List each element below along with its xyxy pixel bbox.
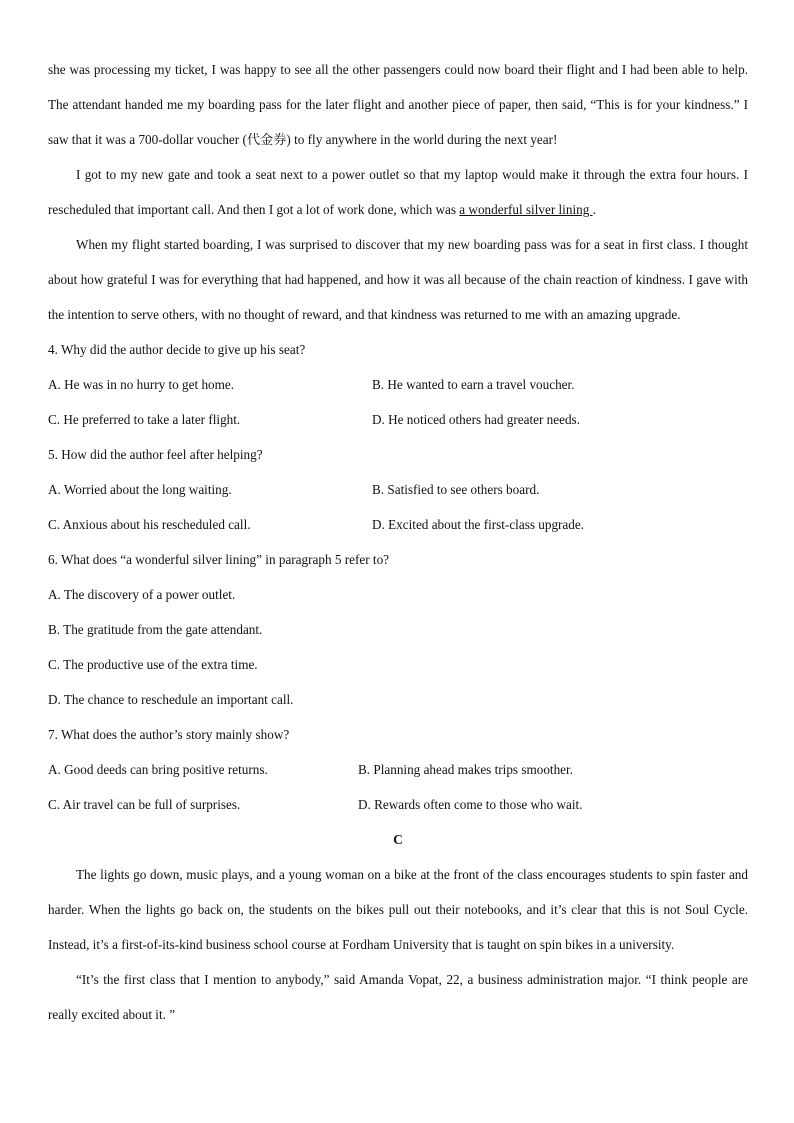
section-c-title: C <box>393 832 403 847</box>
question-5-option-b: B. Satisfied to see others board. <box>372 482 540 497</box>
section-c-paragraph-1: The lights go down, music plays, and a young woman on a bike at the front of the class encourages students to spin faster and harder. When the lights go back on, the students on the bikes pull out their notebooks, and it’s clear that this is not Soul Cycle. Instead, it’s a first-of-its-kind business school course at Fordham University that is taught on spin bikes in a university. <box>48 867 748 952</box>
question-4-option-b: B. He wanted to earn a travel voucher. <box>372 377 575 392</box>
paragraph-2-text-after: . <box>592 202 596 217</box>
underlined-phrase-silver-lining: a wonderful silver lining <box>459 202 593 217</box>
question-5-stem: 5. How did the author feel after helping? <box>48 447 263 462</box>
question-7-stem: 7. What does the author’s story mainly show? <box>48 727 290 742</box>
question-4-options-row-2 <box>48 402 748 437</box>
passage-b-paragraph-2 <box>48 157 748 227</box>
question-5-option-d: D. Excited about the first-class upgrade. <box>372 517 585 532</box>
passage-b-paragraph-1: she was processing my ticket, I was happy to see all the other passengers could now board their flight and I had been able to help. The attendant handed me my boarding pass for the later flight and another piece of paper, then said, “This is for your kindness.” I saw that it was a 700-dollar voucher (代金券) to fly anywhere in the world during the next year! <box>48 62 748 147</box>
section-c-paragraph-2: “It’s the first class that I mention to anybody,” said Amanda Vopat, 22, a business administration major. “I think people are really excited about it. ” <box>48 972 748 1022</box>
question-6-option-c: C. The productive use of the extra time. <box>48 657 258 672</box>
document-page <box>48 52 748 1032</box>
question-4-option-d: D. He noticed others had greater needs. <box>372 412 580 427</box>
question-5-options-row-2 <box>48 507 748 542</box>
question-6-option-d: D. The chance to reschedule an important call. <box>48 692 294 707</box>
passage-b-paragraph-3: When my flight started boarding, I was surprised to discover that my new boarding pass was for a seat in first class. I thought about how grateful I was for everything that had happened, and how it was all because of the chain reaction of kindness. I gave with the intention to serve others, with no thought of reward, and that kindness was returned to me with an amazing upgrade. <box>48 237 748 322</box>
question-7-option-d: D. Rewards often come to those who wait. <box>358 797 583 812</box>
question-6-stem: 6. What does “a wonderful silver lining” in paragraph 5 refer to? <box>48 552 390 567</box>
question-5-option-c: C. Anxious about his rescheduled call. <box>48 517 251 532</box>
question-6-option-a: A. The discovery of a power outlet. <box>48 587 236 602</box>
question-5-option-a: A. Worried about the long waiting. <box>48 482 232 497</box>
question-7-option-c: C. Air travel can be full of surprises. <box>48 797 241 812</box>
question-7-options-row-2 <box>48 787 748 822</box>
paragraph-2-text-before: I got to my new gate and took a seat next to a power outlet so that my laptop would make it through the extra four hours. I rescheduled that important call. And then I got a lot of work done, which was <box>48 167 748 217</box>
question-7-option-a: A. Good deeds can bring positive returns. <box>48 762 268 777</box>
question-5-options-row-1 <box>48 472 748 507</box>
question-4-option-a: A. He was in no hurry to get home. <box>48 377 235 392</box>
question-7-options-row-1 <box>48 752 748 787</box>
question-7-option-b: B. Planning ahead makes trips smoother. <box>358 762 573 777</box>
question-4-stem: 4. Why did the author decide to give up his seat? <box>48 342 306 357</box>
question-4-option-c: C. He preferred to take a later flight. <box>48 412 241 427</box>
question-6-option-b: B. The gratitude from the gate attendant. <box>48 622 263 637</box>
question-4-options-row-1 <box>48 367 748 402</box>
